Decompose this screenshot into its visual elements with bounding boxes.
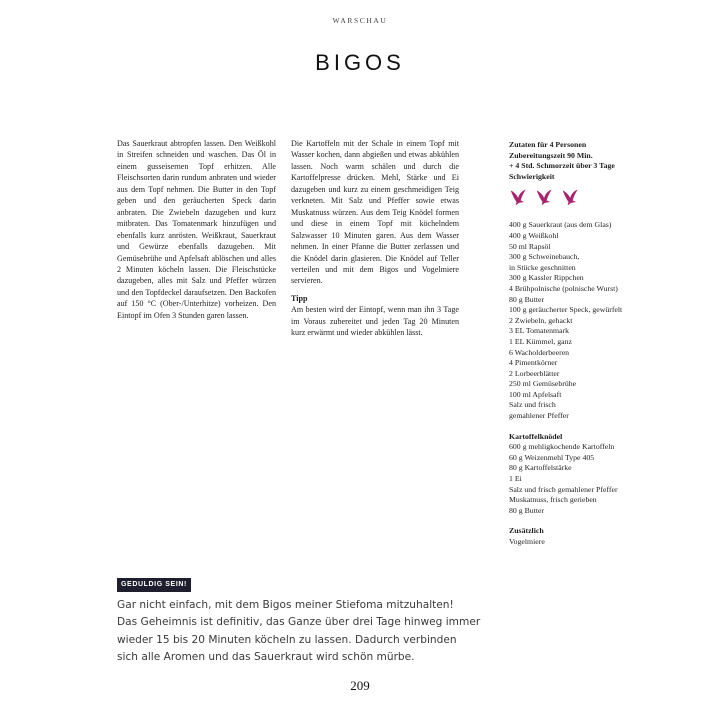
ingredient-item: 250 ml Gemüsebrühe bbox=[509, 379, 577, 389]
magpie-icon bbox=[535, 187, 555, 207]
dumplings-list bbox=[509, 442, 639, 516]
tip-line: Das Geheimnis ist definitiv, das Ganze über drei Tage hinweg immer bbox=[117, 616, 481, 629]
ingredient-item: 100 ml Apfelsaft bbox=[509, 389, 562, 399]
tip-line: Gar nicht einfach, mit dem Bigos meiner Stiefoma mitzuhalten! bbox=[117, 599, 454, 611]
ingredient-item: 2 Lorbeerblätter bbox=[509, 368, 560, 378]
difficulty-label: Schwierigkeit bbox=[509, 171, 555, 181]
ingredient-item: Salz und frisch bbox=[509, 400, 556, 410]
magpie-icon bbox=[509, 187, 529, 207]
ingredient-item: 3 EL Tomatenmark bbox=[509, 326, 570, 336]
ingredient-item: 300 g Kassler Rippchen bbox=[509, 273, 584, 283]
ingredient-item: 80 g Kartoffelstärke bbox=[509, 463, 572, 473]
ingredient-item: Muskatnuss, frisch gerieben bbox=[509, 495, 597, 505]
ingredient-item: 300 g Schweinebauch, bbox=[509, 252, 580, 262]
ingredient-list bbox=[509, 220, 639, 421]
ingredient-item: 600 g mehligkochende Kartoffeln bbox=[509, 442, 615, 452]
tip-badge: GEDULDIG SEIN! bbox=[117, 578, 191, 592]
ingredient-item: 80 g Butter bbox=[509, 505, 545, 515]
difficulty-rating bbox=[509, 186, 639, 208]
instructions-paragraph-dumplings: Die Kartoffeln mit der Schale in einem Topf mit Wasser kochen, dann abgießen und etwas abkühlen lassen. Noch warm schälen und durch die Kartoffelpresse drücken. Mehl, Stärke und Ei dazugeben und kurz zu einem geschmeidigen Teig verkneten. Mit Salz und Pfeffer sowie etwas Muskatnuss würzen. Aus dem Teig Knödel formen und diese in einem Topf mit köchelndem Salzwasser 10 Minuten garen. Aus dem Wasser nehmen. In einer Pfanne die Butter zerlassen und die Knödel darin glasieren. Die Knödel auf Teller verteilen und mit dem Bigos und Vogelmiere servieren. bbox=[291, 139, 459, 286]
stew-time: + 4 Std. Schmorzeit über 3 Tage bbox=[509, 161, 615, 171]
magpie-icon bbox=[561, 187, 581, 207]
servings: Zutaten für 4 Personen bbox=[509, 140, 587, 149]
extra-list bbox=[509, 537, 639, 548]
instructions-column-1 bbox=[117, 138, 276, 321]
recipe-title: BIGOS bbox=[315, 50, 405, 75]
ingredient-item: 1 Ei bbox=[509, 474, 522, 484]
ingredient-item: 50 ml Rapsöl bbox=[509, 241, 551, 251]
ingredient-item: 400 g Sauerkraut (aus dem Glas) bbox=[509, 220, 612, 230]
ingredient-item: in Stücke geschnitten bbox=[509, 262, 576, 272]
ingredient-item: 2 Zwiebeln, gehackt bbox=[509, 315, 573, 325]
ingredient-item: 6 Wacholderbeeren bbox=[509, 347, 570, 357]
extra-heading: Zusätzlich bbox=[509, 526, 544, 536]
tipp-heading: Tipp bbox=[291, 293, 308, 303]
tip-line: sich alle Aromen und das Sauerkraut wird schön mürbe. bbox=[117, 651, 415, 664]
ingredient-item: 100 g geräucherter Speck, gewürfelt bbox=[509, 305, 623, 315]
tip-line: wieder 15 bis 20 Minuten köcheln zu lassen. Dadurch verbinden bbox=[117, 633, 457, 646]
instructions-paragraph-stew: Das Sauerkraut abtropfen lassen. Den Weißkohl in Streifen schneiden und waschen. Das Öl in einem gusseisernen Topf erhitzen. Alle Fleischsorten darin rundum anbraten und wieder aus dem Topf nehmen. Die Butter in den Topf geben und den geräucherten Speck darin anbraten. Die Zwiebeln dazugeben und kurz mitbraten. Das Tomatenmark hinzufügen und ebenfalls kurz anrösten. Weißkraut, Sauerkraut und Gewürze ebenfalls dazugeben. Mit Gemüsebrühe und Apfelsaft ablöschen und alles 2 Minuten köcheln lassen. Die Fleischstücke dazugeben, alles mit Salz und Pfeffer würzen und den Topfdeckel daraufsetzen. Den Backofen auf 150 °C (Ober-/Unterhitze) vorheizen. Den Eintopf im Ofen 3 Stunden garen lassen. bbox=[117, 139, 276, 320]
tipp-text: Am besten wird der Eintopf, wenn man ihn 3 Tage im Voraus zubereitet und jeden Tag 20 Minuten kurz erwärmt und wieder abkühlen lässt. bbox=[291, 305, 459, 338]
ingredient-item: 80 g Butter bbox=[509, 294, 545, 304]
instructions-column-2 bbox=[291, 138, 459, 339]
ingredients-sidebar bbox=[509, 140, 639, 548]
tip-text bbox=[117, 597, 481, 667]
dumplings-heading: Kartoffelknödel bbox=[509, 431, 563, 441]
ingredient-item: 60 g Weizenmehl Type 405 bbox=[509, 452, 595, 462]
ingredient-item: Salz und frisch gemahlener Pfeffer bbox=[509, 484, 618, 494]
ingredient-item: gemahlener Pfeffer bbox=[509, 411, 569, 421]
ingredient-item: 400 g Weißkohl bbox=[509, 230, 559, 240]
ingredient-item: Vogelmiere bbox=[509, 537, 545, 546]
ingredient-item: 4 Pimentkörner bbox=[509, 358, 558, 368]
section-label: WARSCHAU bbox=[332, 16, 388, 25]
ingredient-item: 4 Brühpolnische (polnische Wurst) bbox=[509, 283, 618, 293]
prep-time: Zubereitungszeit 90 Min. bbox=[509, 150, 593, 160]
page-number: 209 bbox=[350, 678, 370, 693]
ingredient-item: 1 EL Kümmel, ganz bbox=[509, 336, 572, 346]
